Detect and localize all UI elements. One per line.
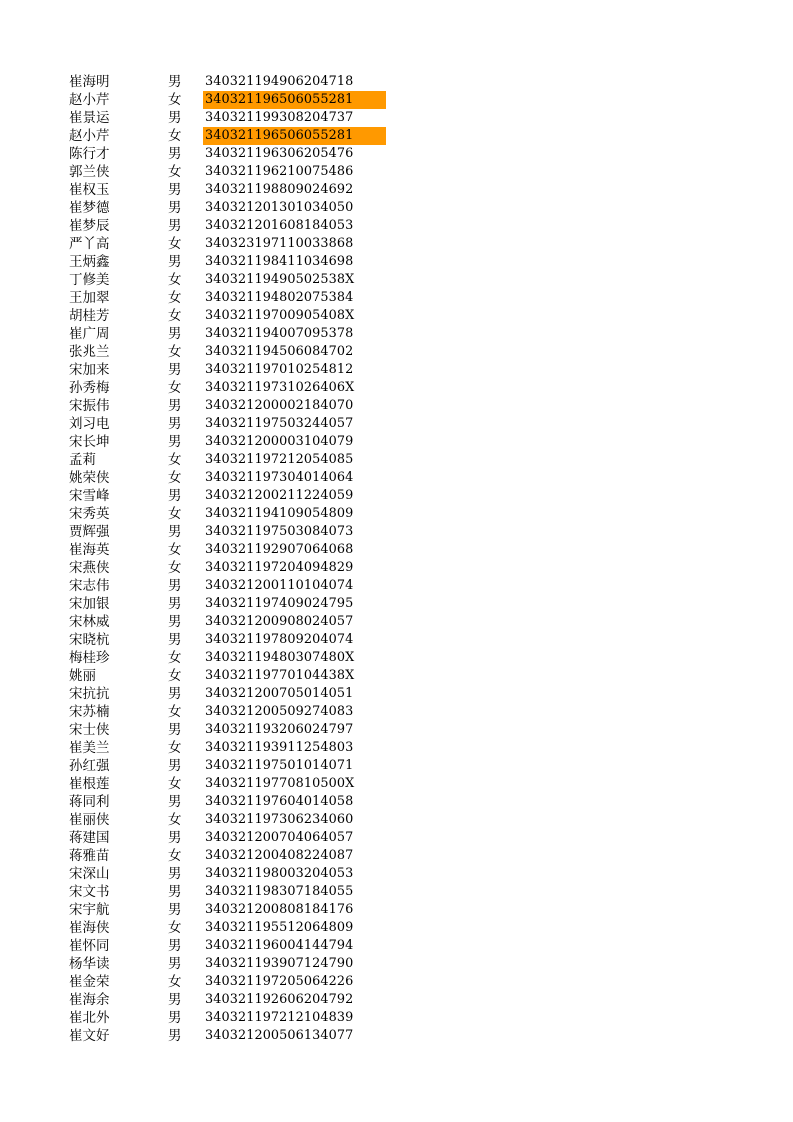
name-cell[interactable]: 蒋建国	[69, 830, 110, 846]
id-number-cell[interactable]: 340321198809024692	[205, 182, 354, 197]
id-number-cell[interactable]: 340321197204094829	[205, 560, 354, 575]
name-cell[interactable]: 宋抗抗	[69, 686, 110, 702]
name-cell[interactable]: 严丫高	[69, 236, 110, 252]
table-row	[0, 469, 793, 487]
spreadsheet-page	[0, 73, 793, 1045]
table-row	[0, 325, 793, 343]
table-row	[0, 595, 793, 613]
name-cell[interactable]: 崔北外	[69, 1010, 110, 1026]
id-number-cell[interactable]: 340321197212104839	[205, 1010, 354, 1025]
gender-cell[interactable]: 女	[168, 236, 182, 252]
id-number-cell[interactable]: 340321200509274083	[205, 704, 354, 719]
id-number-cell[interactable]: 340321193907124790	[205, 956, 354, 971]
name-cell[interactable]: 王加翠	[69, 290, 110, 306]
name-cell[interactable]: 崔梦辰	[69, 218, 110, 234]
id-number-cell-highlighted[interactable]: 340321196506055281	[203, 91, 386, 109]
id-number-cell[interactable]: 340323197110033868	[205, 236, 354, 251]
gender-cell[interactable]: 男	[168, 218, 182, 234]
id-number-cell[interactable]: 340321197409024795	[205, 596, 354, 611]
gender-cell[interactable]: 女	[168, 668, 182, 684]
gender-cell[interactable]: 男	[168, 578, 182, 594]
gender-cell[interactable]: 女	[168, 344, 182, 360]
table-row	[0, 199, 793, 217]
table-row	[0, 505, 793, 523]
name-cell[interactable]: 赵小芹	[69, 128, 110, 144]
gender-cell[interactable]: 女	[168, 308, 182, 324]
table-row	[0, 343, 793, 361]
gender-cell[interactable]: 女	[168, 380, 182, 396]
name-cell[interactable]: 张兆兰	[69, 344, 110, 360]
table-row	[0, 919, 793, 937]
table-row	[0, 1009, 793, 1027]
id-number-cell[interactable]: 340321201301034050	[205, 200, 354, 215]
name-cell[interactable]: 姚丽	[69, 668, 96, 684]
gender-cell[interactable]: 女	[168, 128, 182, 144]
table-row	[0, 577, 793, 595]
gender-cell[interactable]: 女	[168, 776, 182, 792]
table-row	[0, 397, 793, 415]
table-row	[0, 487, 793, 505]
gender-cell[interactable]: 女	[168, 974, 182, 990]
name-cell[interactable]: 崔根莲	[69, 776, 110, 792]
id-number-cell-highlighted[interactable]: 340321196506055281	[203, 127, 386, 145]
gender-cell[interactable]: 男	[168, 830, 182, 846]
gender-cell[interactable]: 女	[168, 92, 182, 108]
gender-cell[interactable]: 男	[168, 182, 182, 198]
gender-cell[interactable]: 女	[168, 542, 182, 558]
name-cell[interactable]: 宋宇航	[69, 902, 110, 918]
gender-cell[interactable]: 女	[168, 506, 182, 522]
id-number-cell[interactable]: 340321200002184070	[205, 398, 354, 413]
id-number-cell[interactable]: 340321200506134077	[205, 1028, 354, 1043]
table-row	[0, 145, 793, 163]
gender-cell[interactable]: 女	[168, 650, 182, 666]
gender-cell[interactable]: 男	[168, 722, 182, 738]
name-cell[interactable]: 崔文好	[69, 1028, 110, 1044]
id-number-cell[interactable]: 340321197205064226	[205, 974, 354, 989]
gender-cell[interactable]: 男	[168, 416, 182, 432]
gender-cell[interactable]: 男	[168, 146, 182, 162]
id-number-cell[interactable]: 340321198307184055	[205, 884, 354, 899]
table-row	[0, 523, 793, 541]
gender-cell[interactable]: 男	[168, 794, 182, 810]
name-cell[interactable]: 崔海余	[69, 992, 110, 1008]
gender-cell[interactable]: 男	[168, 992, 182, 1008]
name-cell[interactable]: 崔金荣	[69, 974, 110, 990]
id-number-cell[interactable]: 340321201608184053	[205, 218, 354, 233]
gender-cell[interactable]: 男	[168, 74, 182, 90]
id-number-cell[interactable]: 340321198003204053	[205, 866, 354, 881]
id-number-cell[interactable]: 340321192606204792	[205, 992, 354, 1007]
id-number-cell[interactable]: 340321200408224087	[205, 848, 354, 863]
name-cell[interactable]: 宋志伟	[69, 578, 110, 594]
table-row	[0, 217, 793, 235]
table-row	[0, 163, 793, 181]
table-row	[0, 541, 793, 559]
table-row	[0, 685, 793, 703]
name-cell[interactable]: 贾辉强	[69, 524, 110, 540]
gender-cell[interactable]: 男	[168, 902, 182, 918]
table-row	[0, 451, 793, 469]
gender-cell[interactable]: 男	[168, 398, 182, 414]
id-number-cell[interactable]: 340321197503244057	[205, 416, 354, 431]
table-row	[0, 937, 793, 955]
gender-cell[interactable]: 男	[168, 938, 182, 954]
table-row	[0, 73, 793, 91]
name-cell[interactable]: 孙红强	[69, 758, 110, 774]
name-cell[interactable]: 孙秀梅	[69, 380, 110, 396]
gender-cell[interactable]: 男	[168, 596, 182, 612]
gender-cell[interactable]: 女	[168, 164, 182, 180]
name-cell[interactable]: 崔权玉	[69, 182, 110, 198]
id-number-cell[interactable]: 340321195512064809	[205, 920, 354, 935]
name-cell[interactable]: 赵小芹	[69, 92, 110, 108]
name-cell[interactable]: 宋加银	[69, 596, 110, 612]
gender-cell[interactable]: 男	[168, 614, 182, 630]
name-cell[interactable]: 宋深山	[69, 866, 110, 882]
id-number-cell[interactable]: 340321198411034698	[205, 254, 354, 269]
table-row	[0, 559, 793, 577]
table-row	[0, 973, 793, 991]
gender-cell[interactable]: 女	[168, 848, 182, 864]
name-cell[interactable]: 崔海明	[69, 74, 110, 90]
table-row	[0, 271, 793, 289]
name-cell[interactable]: 宋雪峰	[69, 488, 110, 504]
gender-cell[interactable]: 男	[168, 632, 182, 648]
table-row	[0, 181, 793, 199]
table-row	[0, 847, 793, 865]
gender-cell[interactable]: 女	[168, 290, 182, 306]
gender-cell[interactable]: 男	[168, 758, 182, 774]
gender-cell[interactable]: 男	[168, 488, 182, 504]
table-row	[0, 865, 793, 883]
id-number-cell[interactable]: 340321197809204074	[205, 632, 354, 647]
name-cell[interactable]: 梅桂珍	[69, 650, 110, 666]
id-number-cell[interactable]: 340321194506084702	[205, 344, 354, 359]
table-row	[0, 361, 793, 379]
table-row	[0, 829, 793, 847]
name-cell[interactable]: 宋文书	[69, 884, 110, 900]
name-cell[interactable]: 杨华读	[69, 956, 110, 972]
id-number-cell[interactable]: 34032119490502538X	[205, 272, 355, 287]
id-number-cell[interactable]: 34032119700905408X	[205, 308, 355, 323]
table-row	[0, 721, 793, 739]
gender-cell[interactable]: 男	[168, 1028, 182, 1044]
table-row	[0, 415, 793, 433]
table-row	[0, 109, 793, 127]
table-row	[0, 991, 793, 1009]
table-row	[0, 901, 793, 919]
gender-cell[interactable]: 女	[168, 470, 182, 486]
name-cell[interactable]: 宋加来	[69, 362, 110, 378]
id-number-cell[interactable]: 340321197306234060	[205, 812, 354, 827]
name-cell[interactable]: 崔海侠	[69, 920, 110, 936]
table-row	[0, 757, 793, 775]
name-cell[interactable]: 宋林威	[69, 614, 110, 630]
gender-cell[interactable]: 男	[168, 434, 182, 450]
id-number-cell[interactable]: 340321194802075384	[205, 290, 354, 305]
name-cell[interactable]: 蒋同利	[69, 794, 110, 810]
gender-cell[interactable]: 男	[168, 866, 182, 882]
id-number-cell[interactable]: 340321194007095378	[205, 326, 354, 341]
id-number-cell[interactable]: 340321196306205476	[205, 146, 354, 161]
table-row	[0, 235, 793, 253]
name-cell[interactable]: 崔海英	[69, 542, 110, 558]
gender-cell[interactable]: 男	[168, 1010, 182, 1026]
gender-cell[interactable]: 女	[168, 740, 182, 756]
table-row	[0, 1027, 793, 1045]
name-cell[interactable]: 崔广周	[69, 326, 110, 342]
gender-cell[interactable]: 男	[168, 200, 182, 216]
gender-cell[interactable]: 男	[168, 956, 182, 972]
id-number-cell[interactable]: 340321200211224059	[205, 488, 354, 503]
gender-cell[interactable]: 女	[168, 704, 182, 720]
gender-cell[interactable]: 男	[168, 110, 182, 126]
id-number-cell[interactable]: 340321193911254803	[205, 740, 354, 755]
gender-cell[interactable]: 男	[168, 326, 182, 342]
name-cell[interactable]: 宋苏楠	[69, 704, 110, 720]
id-number-cell[interactable]: 34032119731026406X	[205, 380, 355, 395]
id-number-cell[interactable]: 34032119770104438X	[205, 668, 355, 683]
table-row	[0, 793, 793, 811]
id-number-cell[interactable]: 340321200704064057	[205, 830, 354, 845]
gender-cell[interactable]: 男	[168, 254, 182, 270]
gender-cell[interactable]: 男	[168, 524, 182, 540]
table-row	[0, 883, 793, 901]
table-row	[0, 289, 793, 307]
name-cell[interactable]: 崔景运	[69, 110, 110, 126]
name-cell[interactable]: 孟莉	[69, 452, 96, 468]
id-number-cell[interactable]: 340321200110104074	[205, 578, 354, 593]
id-number-cell[interactable]: 340321196004144794	[205, 938, 354, 953]
id-number-cell[interactable]: 340321200908024057	[205, 614, 354, 629]
name-cell[interactable]: 蒋雅苗	[69, 848, 110, 864]
gender-cell[interactable]: 女	[168, 452, 182, 468]
table-row	[0, 91, 793, 109]
id-number-cell[interactable]: 340321200003104079	[205, 434, 354, 449]
table-row	[0, 613, 793, 631]
name-cell[interactable]: 陈行才	[69, 146, 110, 162]
table-row	[0, 307, 793, 325]
id-number-cell[interactable]: 340321199308204737	[205, 110, 354, 125]
table-row	[0, 379, 793, 397]
id-number-cell[interactable]: 340321197212054085	[205, 452, 354, 467]
id-number-cell[interactable]: 340321200808184176	[205, 902, 354, 917]
id-number-cell[interactable]: 340321193206024797	[205, 722, 354, 737]
name-cell[interactable]: 丁修美	[69, 272, 110, 288]
name-cell[interactable]: 崔美兰	[69, 740, 110, 756]
name-cell[interactable]: 宋士侠	[69, 722, 110, 738]
gender-cell[interactable]: 女	[168, 812, 182, 828]
table-row	[0, 433, 793, 451]
gender-cell[interactable]: 女	[168, 920, 182, 936]
table-row	[0, 775, 793, 793]
name-cell[interactable]: 宋晓杭	[69, 632, 110, 648]
name-cell[interactable]: 崔丽侠	[69, 812, 110, 828]
table-row	[0, 667, 793, 685]
table-row	[0, 703, 793, 721]
table-row	[0, 631, 793, 649]
id-number-cell[interactable]: 340321192907064068	[205, 542, 354, 557]
id-number-cell[interactable]: 340321200705014051	[205, 686, 354, 701]
table-row	[0, 739, 793, 757]
id-number-cell[interactable]: 340321197604014058	[205, 794, 354, 809]
id-number-cell[interactable]: 340321197010254812	[205, 362, 354, 377]
gender-cell[interactable]: 男	[168, 362, 182, 378]
name-cell[interactable]: 崔梦德	[69, 200, 110, 216]
id-number-cell[interactable]: 340321194109054809	[205, 506, 354, 521]
name-cell[interactable]: 宋长坤	[69, 434, 110, 450]
id-number-cell[interactable]: 34032119480307480X	[205, 650, 355, 665]
table-row	[0, 649, 793, 667]
name-cell[interactable]: 郭兰侠	[69, 164, 110, 180]
gender-cell[interactable]: 女	[168, 560, 182, 576]
id-number-cell[interactable]: 340321197503084073	[205, 524, 354, 539]
name-cell[interactable]: 胡桂芳	[69, 308, 110, 324]
name-cell[interactable]: 宋振伟	[69, 398, 110, 414]
id-number-cell[interactable]: 340321197304014064	[205, 470, 354, 485]
id-number-cell[interactable]: 34032119770810500X	[205, 776, 355, 791]
name-cell[interactable]: 姚荣侠	[69, 470, 110, 486]
table-row	[0, 811, 793, 829]
name-cell[interactable]: 宋燕侠	[69, 560, 110, 576]
name-cell[interactable]: 崔怀同	[69, 938, 110, 954]
table-row	[0, 253, 793, 271]
gender-cell[interactable]: 男	[168, 884, 182, 900]
table-row	[0, 955, 793, 973]
gender-cell[interactable]: 女	[168, 272, 182, 288]
table-row	[0, 127, 793, 145]
id-number-cell[interactable]: 340321196210075486	[205, 164, 354, 179]
id-number-cell[interactable]: 340321194906204718	[205, 74, 354, 89]
name-cell[interactable]: 王炳鑫	[69, 254, 110, 270]
name-cell[interactable]: 刘习电	[69, 416, 110, 432]
id-number-cell[interactable]: 340321197501014071	[205, 758, 354, 773]
gender-cell[interactable]: 男	[168, 686, 182, 702]
name-cell[interactable]: 宋秀英	[69, 506, 110, 522]
